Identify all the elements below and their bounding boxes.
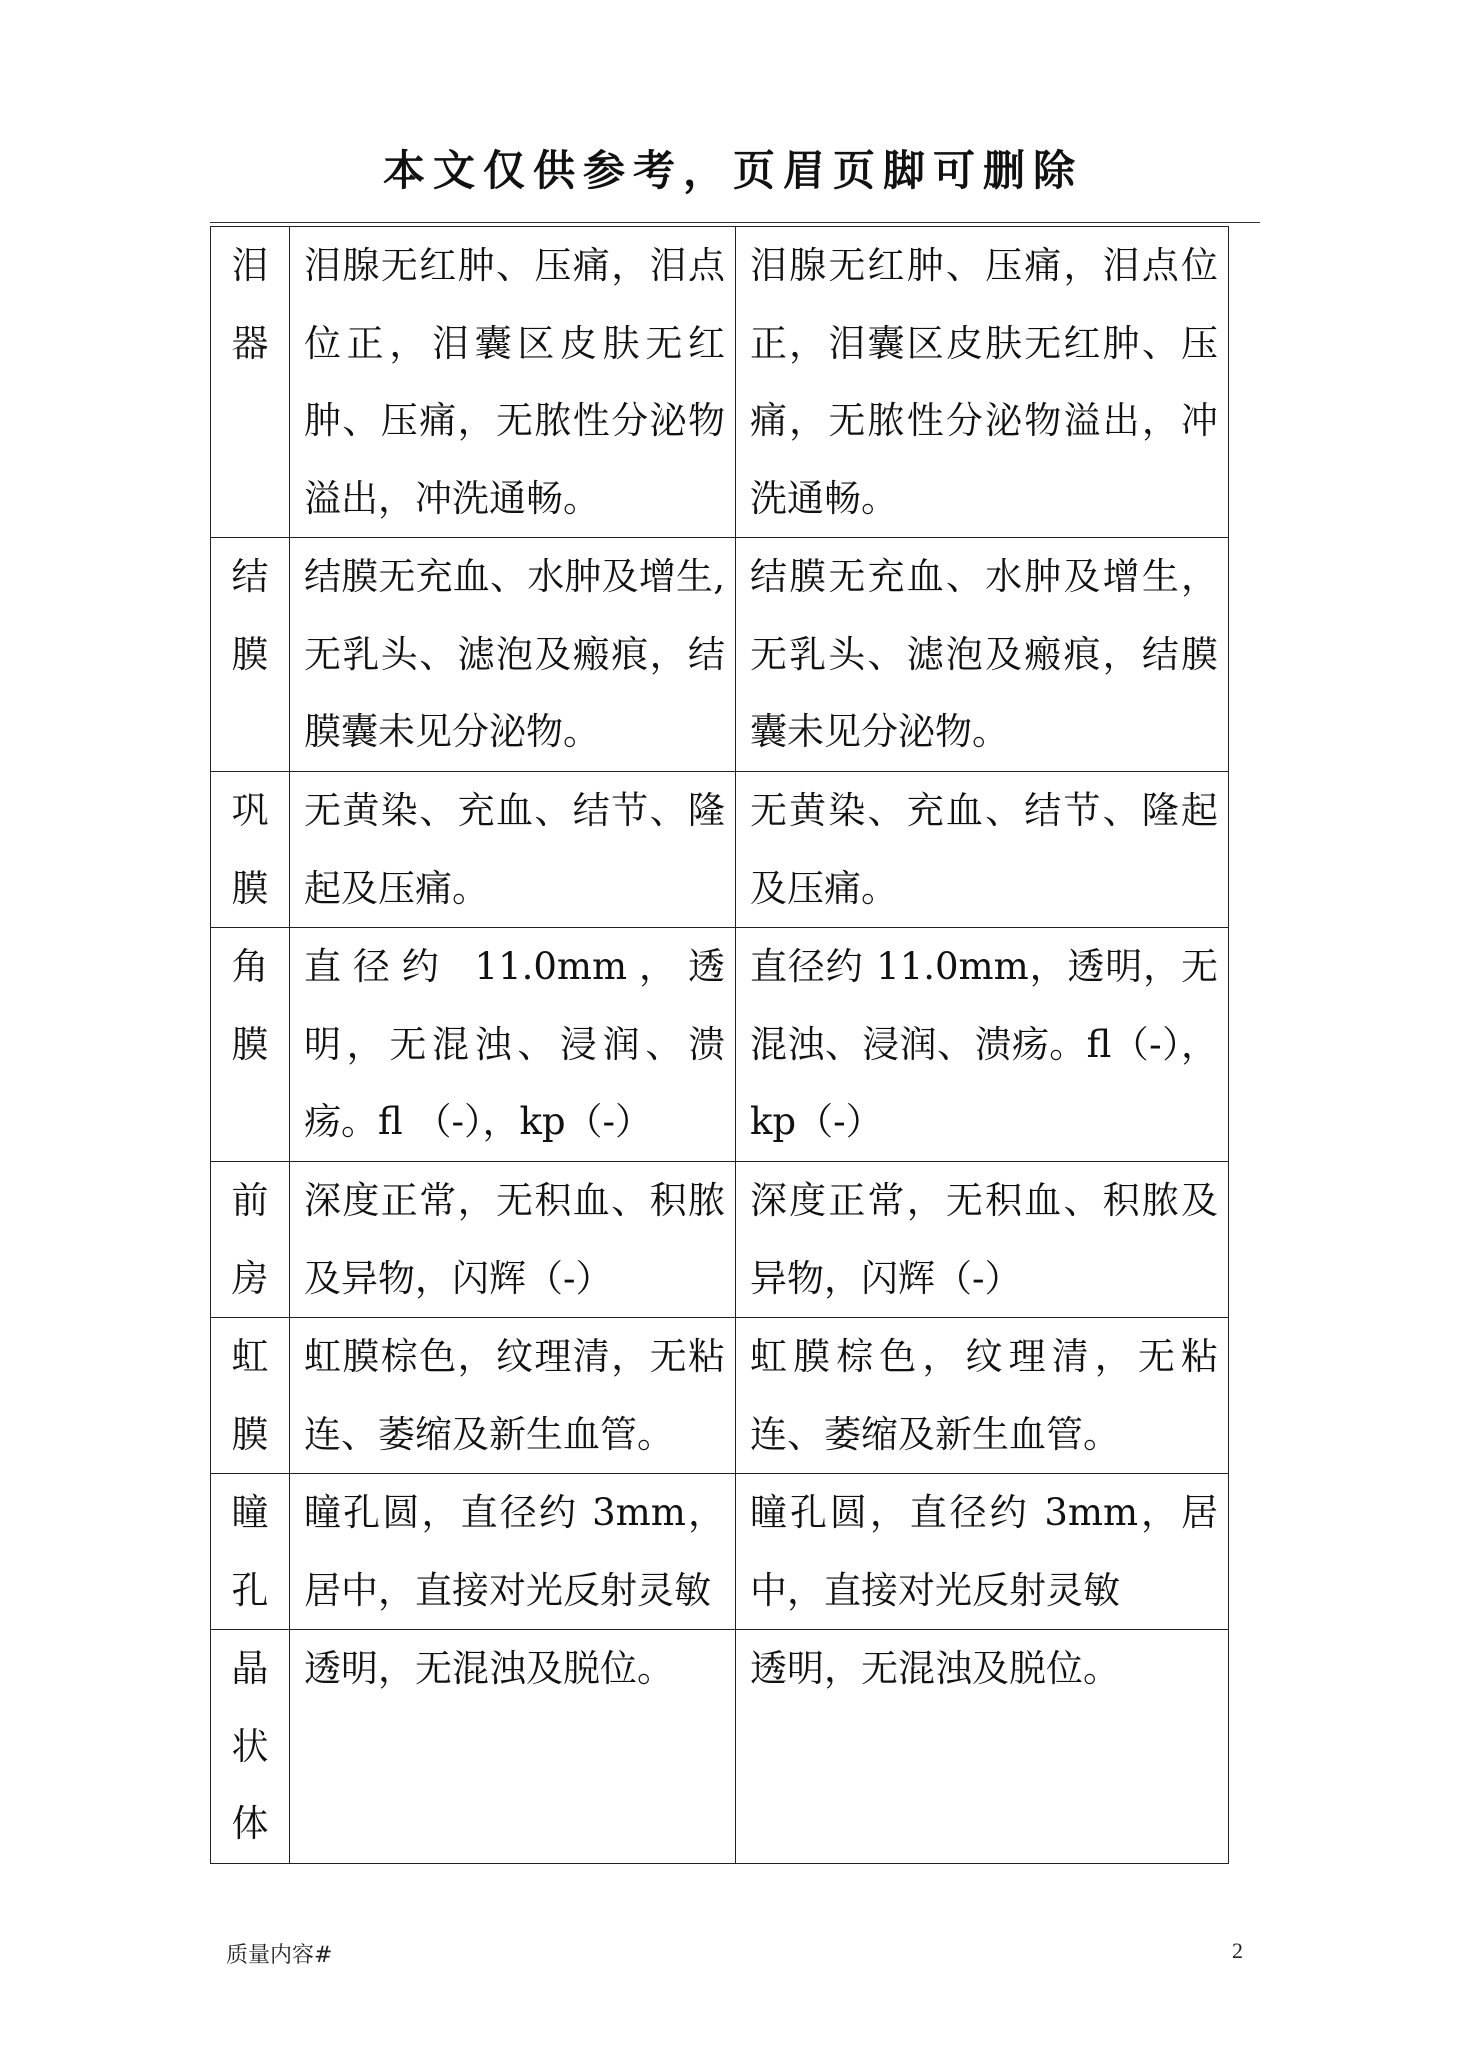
table-row-lens [211,1630,1229,1864]
row-label: 巩膜 [231,789,269,910]
right-eye-cell: 直径约 11.0mm，透明，无混浊、浸润、溃疡。fl（-），kp（-） [736,928,1229,1162]
table-row-cornea [211,928,1229,1162]
left-eye-cell: 无黄染、充血、结节、隆起及压痛。 [290,772,736,928]
row-label-cell [211,1162,290,1318]
left-eye-cell: 深度正常，无积血、积脓及异物，闪辉（-） [290,1162,736,1318]
row-label: 瞳孔 [231,1491,269,1612]
left-eye-cell: 结膜无充血、水肿及增生,无乳头、滤泡及瘢痕，结膜囊未见分泌物。 [290,538,736,772]
table-row-sclera [211,772,1229,928]
right-eye-cell: 无黄染、充血、结节、隆起及压痛。 [736,772,1229,928]
row-label-cell [211,227,290,538]
row-label-cell [211,1474,290,1630]
row-label: 结膜 [231,555,269,676]
right-eye-cell: 虹膜棕色，纹理清，无粘连、萎缩及新生血管。 [736,1318,1229,1474]
page-number: 2 [1232,1938,1243,1963]
row-label: 晶状体 [231,1647,269,1845]
row-label-cell [211,772,290,928]
table-row-pupil [211,1474,1229,1630]
row-label: 前房 [231,1179,269,1300]
right-eye-cell: 泪腺无红肿、压痛，泪点位正，泪囊区皮肤无红肿、压痛，无脓性分泌物溢出，冲洗通畅。 [736,227,1229,538]
footer-text: 质量内容# [226,1943,333,1968]
left-eye-cell: 虹膜棕色，纹理清，无粘连、萎缩及新生血管。 [290,1318,736,1474]
right-eye-cell: 深度正常，无积血、积脓及异物，闪辉（-） [736,1162,1229,1318]
row-label: 泪器 [231,244,269,365]
row-label-cell [211,1630,290,1864]
table-row-iris [211,1318,1229,1474]
right-eye-cell: 瞳孔圆，直径约 3mm，居中，直接对光反射灵敏 [736,1474,1229,1630]
row-label: 角膜 [231,945,269,1066]
left-eye-cell: 泪腺无红肿、压痛，泪点位正，泪囊区皮肤无红肿、压痛，无脓性分泌物溢出，冲洗通畅。 [290,227,736,538]
eye-exam-table [210,226,1229,1864]
left-eye-cell: 透明，无混浊及脱位。 [290,1630,736,1864]
right-eye-cell: 透明，无混浊及脱位。 [736,1630,1229,1864]
header-divider [210,222,1260,223]
left-eye-cell: 瞳孔圆，直径约 3mm，居中，直接对光反射灵敏 [290,1474,736,1630]
table-row-lacrimal [211,227,1229,538]
table-row-conjunctiva [211,538,1229,772]
row-label-cell [211,1318,290,1474]
row-label-cell [211,928,290,1162]
table-row-anterior-chamber [211,1162,1229,1318]
page-header-title: 本文仅供参考，页眉页脚可删除 [382,146,1083,195]
row-label: 虹膜 [231,1335,269,1456]
left-eye-cell: 直径约 11.0mm，透明，无混浊、浸润、溃疡。fl （-），kp（-） [290,928,736,1162]
right-eye-cell: 结膜无充血、水肿及增生，无乳头、滤泡及瘢痕，结膜囊未见分泌物。 [736,538,1229,772]
row-label-cell [211,538,290,772]
